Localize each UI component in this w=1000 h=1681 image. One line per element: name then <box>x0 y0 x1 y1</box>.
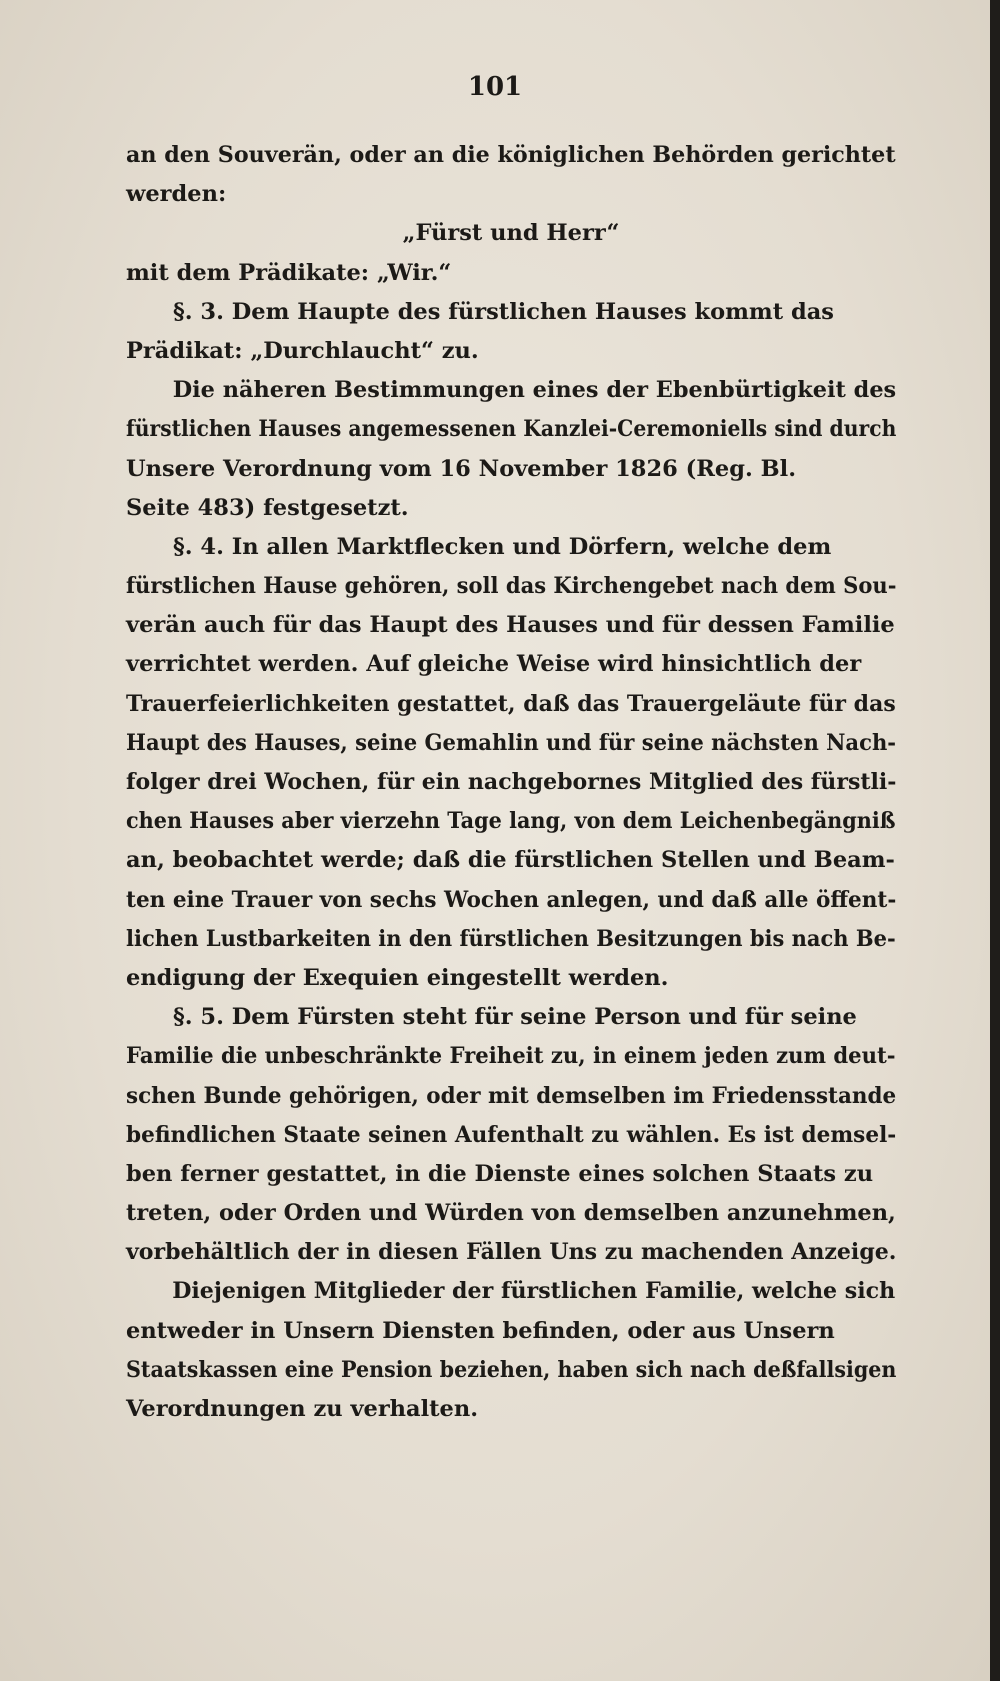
text-line: lichen Lustbarkeiten in den fürstlichen Besitzungen bis nach Be- <box>126 925 896 952</box>
text-line: §. 4. In allen Marktflecken und Dörfern, welche dem <box>126 533 832 560</box>
text-line: ben ferner gestattet, in die Dienste eines solchen Staats zu <box>126 1160 874 1187</box>
text-line: endigung der Exequien eingestellt werden. <box>126 964 669 991</box>
text-line: ten eine Trauer von sechs Wochen anlegen, und daß alle öffent- <box>126 886 897 913</box>
text-line: Verordnungen zu verhalten. <box>126 1396 479 1422</box>
text-line: Prädikat: „Durchlaucht“ zu. <box>126 337 479 364</box>
text-line: an, beobachtet werde; daß die fürstlichen Stellen und Beam- <box>126 847 895 874</box>
text-line: Haupt des Hauses, seine Gemahlin und für seine nächsten Nach- <box>126 729 897 756</box>
text-line: Staatskassen eine Pension beziehen, haben sich nach deßfallsigen <box>126 1356 897 1383</box>
text-line: §. 5. Dem Fürsten steht für seine Person und für seine <box>126 1004 857 1031</box>
text-line: fürstlichen Hause gehören, soll das Kirchengebet nach dem Sou- <box>126 573 897 600</box>
text-line: folger drei Wochen, für ein nachgebornes Mitglied des fürstli- <box>126 769 897 795</box>
text-line: befindlichen Staate seinen Aufenthalt zu wählen. Es ist demsel- <box>126 1121 897 1148</box>
page-number: 101 <box>467 72 523 102</box>
text-line: verän auch für das Haupt des Hauses und für dessen Familie <box>126 612 895 639</box>
text-line: Die näheren Bestimmungen eines der Ebenbürtigkeit des <box>126 377 897 404</box>
text-line: werden: <box>126 181 227 208</box>
book-edge <box>990 0 1000 1681</box>
body-text <box>126 136 896 1429</box>
text-line: vorbehältlich der in diesen Fällen Uns zu machenden Anzeige. <box>126 1239 897 1266</box>
text-line: §. 3. Dem Haupte des fürstlichen Hauses kommt das <box>126 298 834 325</box>
text-line: treten, oder Orden und Würden von demselben anzunehmen, <box>126 1200 896 1227</box>
text-line: Trauerfeierlichkeiten gestattet, daß das Trauergeläute für das <box>126 690 896 717</box>
text-line: an den Souverän, oder an die königlichen Behörden gerichtet <box>126 142 896 168</box>
text-line: verrichtet werden. Auf gleiche Weise wird hinsichtlich der <box>126 651 862 678</box>
text-line: fürstlichen Hauses angemessenen Kanzlei-Ceremoniells sind durch <box>126 416 897 443</box>
text-line: „Fürst und Herr“ <box>402 220 620 247</box>
text-line: mit dem Prädikate: „Wir.“ <box>126 259 452 286</box>
text-line: Diejenigen Mitglieder der fürstlichen Familie, welche sich <box>126 1278 896 1305</box>
text-line: Seite 483) festgesetzt. <box>126 494 409 521</box>
text-line: Unsere Verordnung vom 16 November 1826 (Reg. Bl. <box>126 455 797 482</box>
text-line: Familie die unbeschränkte Freiheit zu, in einem jeden zum deut- <box>126 1043 896 1070</box>
text-line: chen Hauses aber vierzehn Tage lang, von dem Leichenbegängniß <box>126 808 896 835</box>
text-line: entweder in Unsern Diensten befinden, oder aus Unsern <box>126 1317 835 1344</box>
text-line: schen Bunde gehörigen, oder mit demselben im Friedensstande <box>126 1082 897 1109</box>
